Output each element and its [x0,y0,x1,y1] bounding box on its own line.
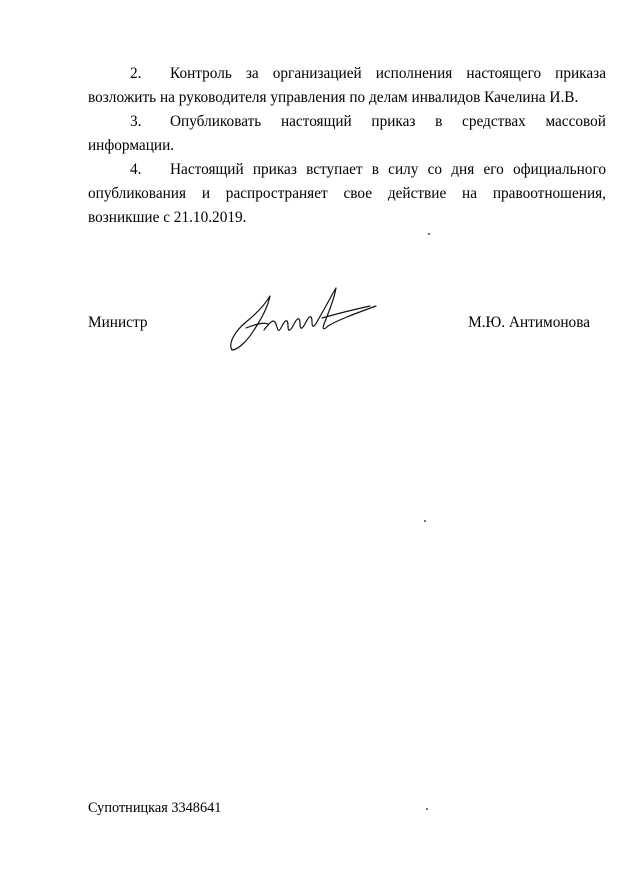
scan-speck [426,808,428,810]
clause-number: 4. [130,161,142,178]
clause-item [88,158,606,230]
clause-item [88,62,606,110]
clause-text: Контроль за организацией исполнения настоящего приказа возложить на руководителя управления по делам инвалидов Качелина И.В. [88,65,606,106]
order-clauses [88,62,606,230]
clause-text: Настоящий приказ вступает в силу со дня его официального опубликования и распространяет свое действие на правоотношения, возникшие с 21.10.2019. [88,161,606,226]
clause-number: 2. [130,65,142,82]
scan-speck [428,233,430,235]
handwritten-signature [224,284,384,356]
signer-name: М.Ю. Антимонова [468,314,590,331]
clause-number: 3. [130,113,142,130]
clause-item [88,110,606,158]
clause-text: Опубликовать настоящий приказ в средствах массовой информации. [88,113,606,154]
scan-speck [424,520,426,522]
position-title: Министр [88,314,148,331]
executor-info: Супотницкая 3348641 [88,800,222,816]
